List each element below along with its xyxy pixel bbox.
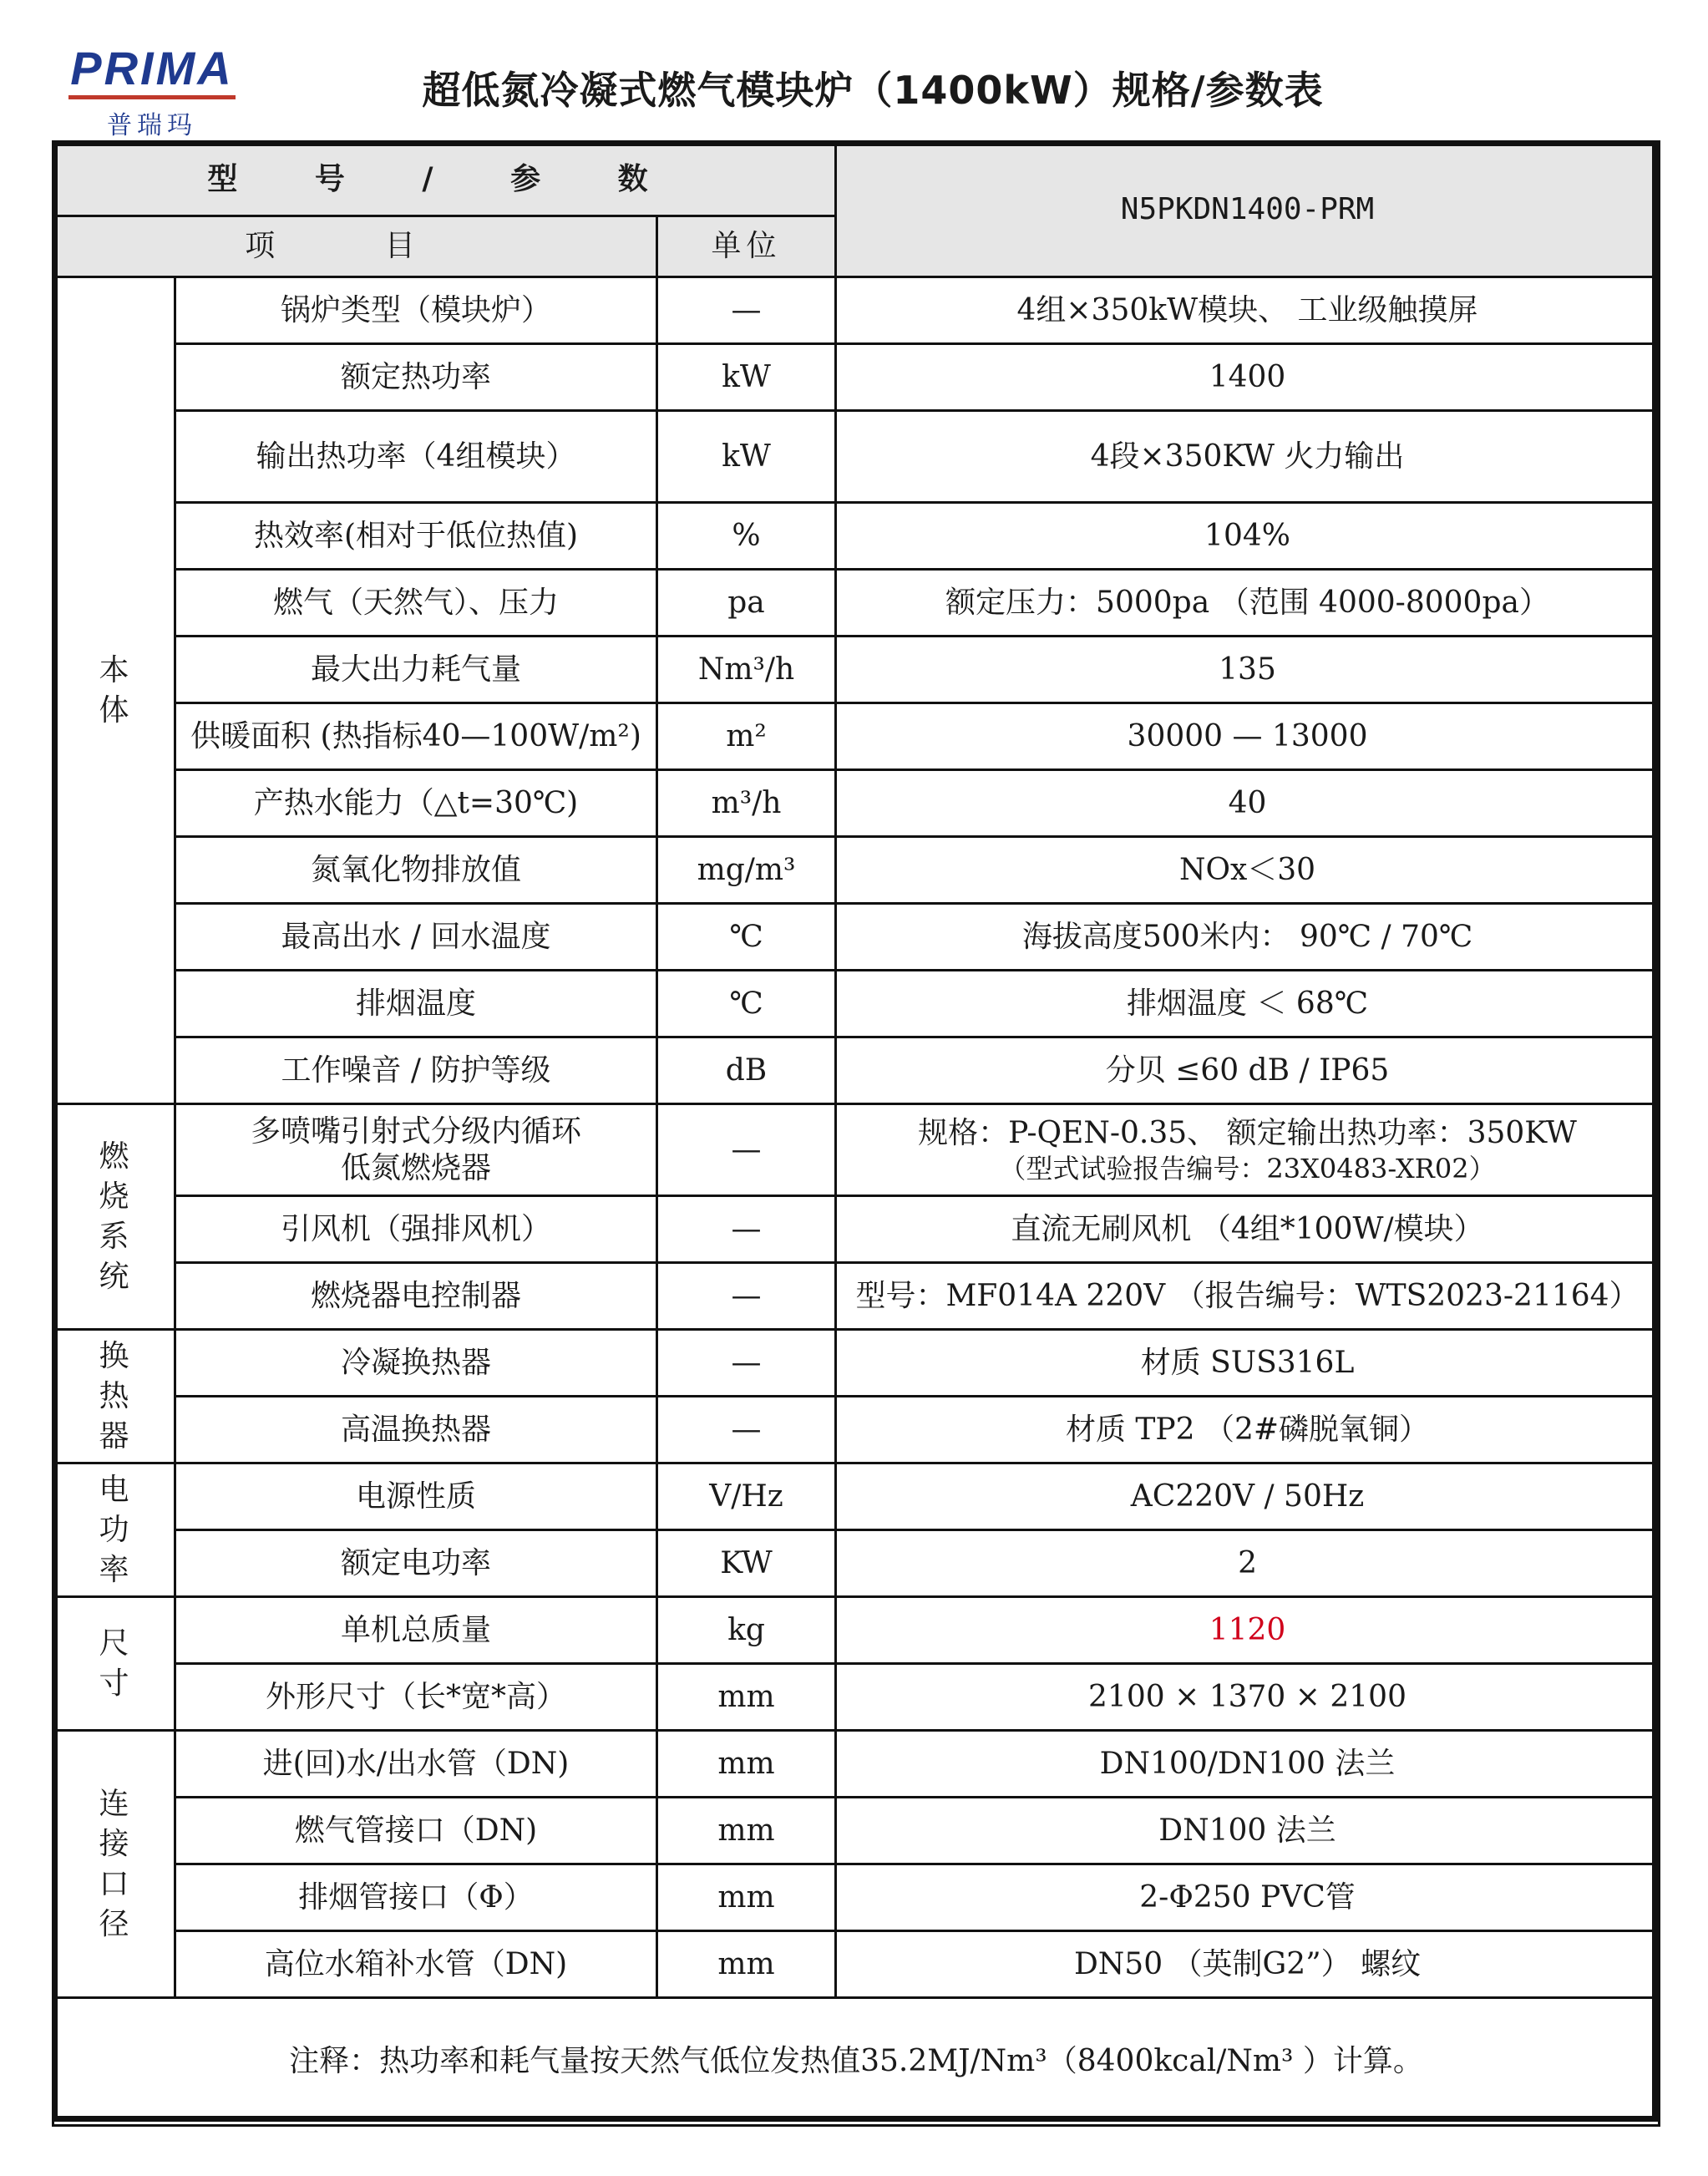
value-cell: DN50 （英制G2”） 螺纹 [836, 1931, 1660, 1998]
value-cell: 30000 — 13000 [836, 703, 1660, 770]
item-cell: 输出热功率（4组模块） [175, 411, 657, 503]
item-cell: 燃气（天然气）、压力 [175, 570, 657, 637]
unit-cell: kW [657, 411, 836, 503]
logo-wordmark: PRIMA [68, 43, 236, 99]
unit-cell: ℃ [657, 904, 836, 971]
unit-cell: — [657, 1196, 836, 1263]
item-cell: 高温换热器 [175, 1397, 657, 1463]
item-cell: 排烟管接口（Φ） [175, 1864, 657, 1931]
unit-cell: — [657, 1330, 836, 1397]
value-cell: NOx＜30 [836, 837, 1660, 904]
logo-chinese-name: 普瑞玛 [107, 111, 197, 140]
value-cell: DN100/DN100 法兰 [836, 1731, 1660, 1798]
unit-cell: Nm³/h [657, 637, 836, 703]
unit-cell: mm [657, 1798, 836, 1864]
item-cell: 额定热功率 [175, 344, 657, 411]
value-cell: 型号：MF014A 220V （报告编号：WTS2023-21164） [836, 1263, 1660, 1330]
value-cell: 分贝 ≤60 dB / IP65 [836, 1037, 1660, 1104]
item-cell: 工作噪音 / 防护等级 [175, 1037, 657, 1104]
item-cell: 最大出力耗气量 [175, 637, 657, 703]
brand-logo [68, 42, 236, 140]
value-cell: 1400 [836, 344, 1660, 411]
value-cell: 2100 × 1370 × 2100 [836, 1664, 1660, 1731]
value-cell: 4组×350kW模块、 工业级触摸屏 [836, 277, 1660, 344]
value-sub: （型式试验报告编号：23X0483-XR02） [999, 1152, 1496, 1184]
item-cell: 燃气管接口（DN) [175, 1798, 657, 1864]
value-cell: 135 [836, 637, 1660, 703]
item-cell: 进(回)水/出水管（DN) [175, 1731, 657, 1798]
item-cell: 冷凝换热器 [175, 1330, 657, 1397]
unit-cell: mm [657, 1864, 836, 1931]
section-name: 电功率 [99, 1472, 129, 1587]
item-cell: 额定电功率 [175, 1530, 657, 1597]
footnote: 注释：热功率和耗气量按天然气低位发热值35.2MJ/Nm³（8400kcal/Nm³ ）计算。 [53, 1998, 1660, 2126]
value-cell: AC220V / 50Hz [836, 1463, 1660, 1530]
unit-cell: m³/h [657, 770, 836, 837]
section-name: 连接口径 [99, 1786, 129, 1941]
section-name: 本体 [99, 652, 129, 728]
value-cell: 1120 [836, 1597, 1660, 1664]
item-cell: 单机总质量 [175, 1597, 657, 1664]
value-main: 规格：P-QEN-0.35、 额定输出热功率：350KW [918, 1115, 1577, 1150]
value-cell: 额定压力：5000pa （范围 4000-8000pa） [836, 570, 1660, 637]
unit-cell: — [657, 277, 836, 344]
value-cell: 直流无刷风机 （4组*100W/模块） [836, 1196, 1660, 1263]
unit-cell: dB [657, 1037, 836, 1104]
item-cell: 引风机（强排风机） [175, 1196, 657, 1263]
item-cell: 锅炉类型（模块炉） [175, 277, 657, 344]
sheet-border [52, 140, 1658, 2122]
item-cell: 电源性质 [175, 1463, 657, 1530]
item-cell: 燃烧器电控制器 [175, 1263, 657, 1330]
unit-cell: mm [657, 1664, 836, 1731]
item-cell: 外形尺寸（长*宽*高） [175, 1664, 657, 1731]
value-cell: 40 [836, 770, 1660, 837]
item-cell: 高位水箱补水管（DN) [175, 1931, 657, 1998]
unit-cell: kW [657, 344, 836, 411]
value-cell: 2-Φ250 PVC管 [836, 1864, 1660, 1931]
unit-cell: ℃ [657, 971, 836, 1037]
header-item-label: 项 目 [53, 216, 657, 277]
value-cell: 2 [836, 1530, 1660, 1597]
value-cell: 海拔高度500米内： 90℃ / 70℃ [836, 904, 1660, 971]
item-cell: 供暖面积 (热指标40—100W/m²) [175, 703, 657, 770]
unit-cell: mm [657, 1731, 836, 1798]
value-cell: 排烟温度 ＜ 68℃ [836, 971, 1660, 1037]
unit-cell: kg [657, 1597, 836, 1664]
header-model-value: N5PKDN1400-PRM [836, 142, 1660, 277]
unit-cell: KW [657, 1530, 836, 1597]
unit-cell: V/Hz [657, 1463, 836, 1530]
item-cell: 多喷嘴引射式分级内循环 低氮燃烧器 [175, 1104, 657, 1196]
value-cell: 104% [836, 503, 1660, 570]
value-cell: 材质 SUS316L [836, 1330, 1660, 1397]
unit-cell: mm [657, 1931, 836, 1998]
unit-cell: m² [657, 703, 836, 770]
item-cell: 热效率(相对于低位热值) [175, 503, 657, 570]
section-name: 燃烧系统 [99, 1139, 129, 1294]
item-cell: 氮氧化物排放值 [175, 837, 657, 904]
page-title: 超低氮冷凝式燃气模块炉（1400kW）规格/参数表 [422, 68, 1324, 113]
header-model-label: 型 号 / 参 数 [53, 142, 836, 216]
unit-cell: pa [657, 570, 836, 637]
section-name: 尺寸 [99, 1626, 129, 1701]
header-unit-label: 单位 [657, 216, 836, 277]
value-cell: DN100 法兰 [836, 1798, 1660, 1864]
unit-cell: % [657, 503, 836, 570]
value-cell: 4段×350KW 火力输出 [836, 411, 1660, 503]
unit-cell: — [657, 1397, 836, 1463]
item-cell: 最高出水 / 回水温度 [175, 904, 657, 971]
item-cell: 产热水能力（△t=30℃) [175, 770, 657, 837]
unit-cell: — [657, 1263, 836, 1330]
unit-cell: mg/m³ [657, 837, 836, 904]
item-cell: 排烟温度 [175, 971, 657, 1037]
unit-cell: — [657, 1104, 836, 1196]
value-cell: 材质 TP2 （2#磷脱氧铜） [836, 1397, 1660, 1463]
section-name: 换热器 [99, 1338, 129, 1453]
